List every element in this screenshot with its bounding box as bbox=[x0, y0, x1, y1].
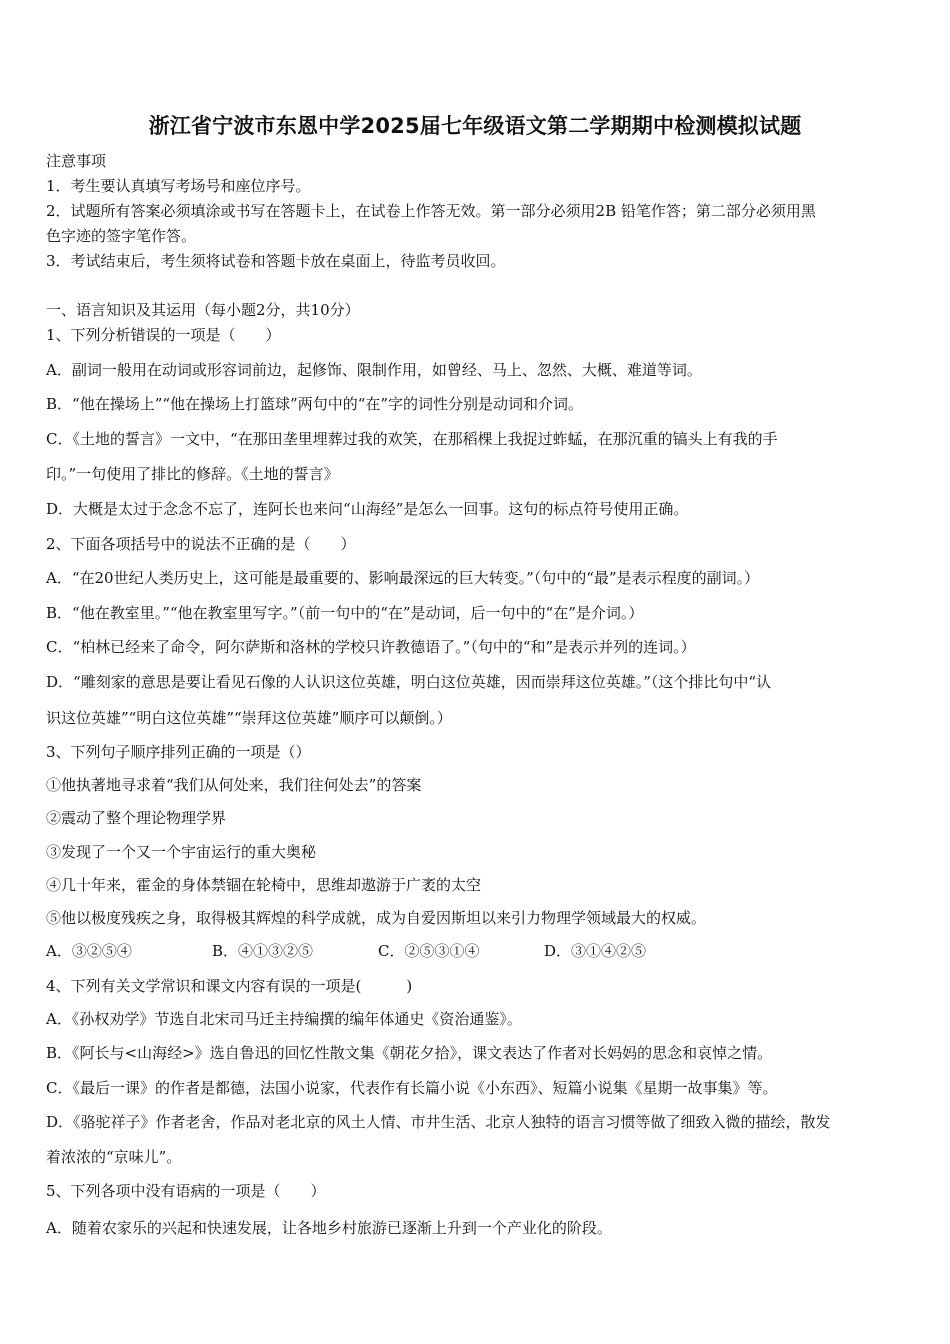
q4-option-d-cont: 着浓浓的“京味儿”。 bbox=[46, 1148, 182, 1166]
q4-stem: 4、下列有关文学常识和课文内容有误的一项是( ) bbox=[46, 977, 413, 995]
q2-option-d: D．“雕刻家的意思是要让看见石像的人认识这位英雄，明白这位英雄，因而崇拜这位英雄。”（这个排比句中“认 bbox=[46, 673, 772, 691]
q1-option-c-cont: 印。”一句使用了排比的修辞。《土地的誓言》 bbox=[46, 465, 339, 483]
q2-option-d-cont: 识这位英雄”“明白这位英雄”“崇拜这位英雄”顺序可以颠倒。） bbox=[46, 709, 452, 727]
q3-sentence-4: ④几十年来，霍金的身体禁锢在轮椅中，思维却遨游于广袤的太空 bbox=[46, 876, 482, 894]
q2-option-c: C．“柏林已经来了命令，阿尔萨斯和洛林的学校只许教德语了。”（句中的“和”是表示并列的连词。） bbox=[46, 638, 696, 656]
q2-option-a: A．“在20世纪人类历史上，这可能是最重要的、影响最深远的巨大转变。”（句中的“最”是表示程度的副词。） bbox=[46, 569, 760, 587]
page-title: 浙江省宁波市东恩中学2025届七年级语文第二学期期中检测模拟试题 bbox=[148, 114, 802, 138]
q3-sentence-3: ③发现了一个又一个宇宙运行的重大奥秘 bbox=[46, 843, 317, 861]
notice-item-2-cont: 色字迹的签字笔作答。 bbox=[46, 227, 197, 245]
q4-option-b: B．《阿长与<山海经>》选自鲁迅的回忆性散文集《朝花夕拾》，课文表达了作者对长妈妈的思念和哀悼之情。 bbox=[46, 1044, 773, 1062]
q3-option-d: D．③①④②⑤ bbox=[544, 942, 647, 960]
notice-item-1: 1．考生要认真填写考场号和座位序号。 bbox=[46, 177, 311, 195]
q4-option-a: A．《孙权劝学》节选自北宋司马迁主持编撰的编年体通史《资治通鉴》。 bbox=[46, 1010, 522, 1028]
q5-option-a: A．随着农家乐的兴起和快速发展，让各地乡村旅游已逐渐上升到一个产业化的阶段。 bbox=[46, 1219, 612, 1237]
notice-heading: 注意事项 bbox=[46, 152, 107, 170]
q3-option-c: C．②⑤③①④ bbox=[378, 942, 480, 960]
q3-options bbox=[46, 940, 646, 962]
q4-option-c: C．《最后一课》的作者是都德，法国小说家，代表作有长篇小说《小东西》、短篇小说集《星期一故事集》等。 bbox=[46, 1079, 778, 1097]
q3-option-a: A．③②⑤④ bbox=[46, 942, 132, 960]
q3-sentence-2: ②震动了整个理论物理学界 bbox=[46, 809, 227, 827]
q3-option-b: B．④①③②⑤ bbox=[212, 942, 314, 960]
q2-option-b: B．“他在教室里。”“他在教室里写字。”（前一句中的“在”是动词，后一句中的“在”是介词。） bbox=[46, 604, 644, 622]
q3-sentence-1: ①他执著地寻求着“我们从何处来，我们往何处去”的答案 bbox=[46, 776, 422, 794]
q1-option-b: B．“他在操场上”“他在操场上打篮球”两句中的“在”字的词性分别是动词和介词。 bbox=[46, 395, 584, 413]
q1-stem: 1、下列分析错误的一项是（ ） bbox=[46, 326, 281, 344]
q2-stem: 2、下面各项括号中的说法不正确的是（ ） bbox=[46, 535, 356, 553]
notice-item-3: 3．考试结束后，考生须将试卷和答题卡放在桌面上，待监考员收回。 bbox=[46, 252, 506, 270]
q3-sentence-5: ⑤他以极度残疾之身，取得极其辉煌的科学成就，成为自爱因斯坦以来引力物理学领域最大的权威。 bbox=[46, 909, 707, 927]
section-heading: 一、语言知识及其运用（每小题2分，共10分） bbox=[46, 301, 360, 319]
q5-stem: 5、下列各项中没有语病的一项是（ ） bbox=[46, 1182, 326, 1200]
q1-option-a: A．副词一般用在动词或形容词前边，起修饰、限制作用，如曾经、马上、忽然、大概、难道等词。 bbox=[46, 361, 702, 379]
q4-option-d: D．《骆驼祥子》作者老舍，作品对老北京的风土人情、市井生活、北京人独特的语言习惯等做了细致入微的描绘，散发 bbox=[46, 1113, 831, 1131]
notice-item-2: 2．试题所有答案必须填涂或书写在答题卡上，在试卷上作答无效。第一部分必须用2B 铅笔作答；第二部分必须用黑 bbox=[46, 202, 816, 220]
q1-option-d: D．大概是太过于念念不忘了，连阿长也来问“山海经”是怎么一回事。这句的标点符号使用正确。 bbox=[46, 500, 689, 518]
q3-stem: 3、下列句子顺序排列正确的一项是（） bbox=[46, 743, 311, 761]
q1-option-c: C．《土地的誓言》一文中，“在那田垄里埋葬过我的欢笑，在那稻棵上我捉过蚱蜢，在那沉重的镐头上有我的手 bbox=[46, 430, 778, 448]
